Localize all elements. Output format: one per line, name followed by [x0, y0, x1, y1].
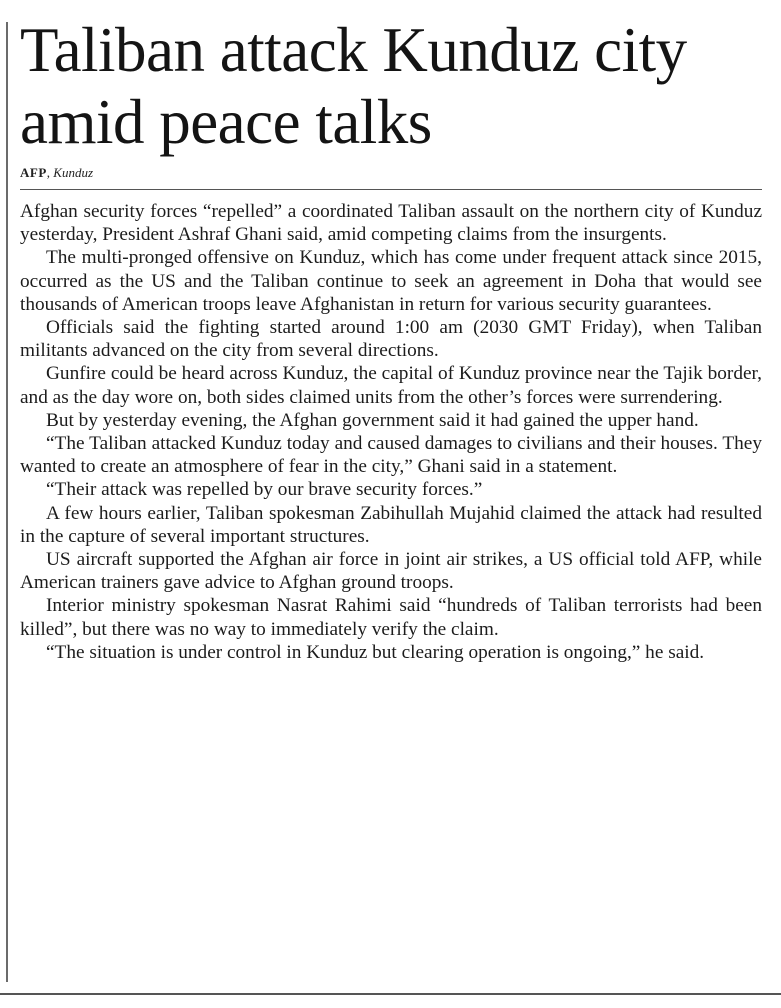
byline-separator: , — [46, 165, 51, 180]
byline-divider — [20, 189, 762, 190]
article-body — [20, 200, 762, 664]
article-paragraph: Interior ministry spokesman Nasrat Rahimi said “hundreds of Taliban terrorists had been killed”, but there was no way to immediately verify the claim. — [20, 595, 762, 640]
article-paragraph: The multi-pronged offensive on Kunduz, which has come under frequent attack since 2015, occurred as the US and the Taliban continue to seek an agreement in Doha that would see thousands of American troops leave Afghanistan in return for various security guarantees. — [20, 247, 762, 315]
article-paragraph: Gunfire could be heard across Kunduz, the capital of Kunduz province near the Tajik border, and as the day wore on, both sides claimed units from the other’s forces were surrendering. — [20, 363, 762, 408]
bottom-rule — [0, 993, 781, 995]
article-paragraph: “Their attack was repelled by our brave security forces.” — [46, 479, 483, 501]
article-paragraph: But by yesterday evening, the Afghan government said it had gained the upper hand. — [46, 409, 699, 431]
article-paragraph: “The situation is under control in Kunduz but clearing operation is ongoing,” he said. — [46, 641, 705, 663]
article-headline: Taliban attack Kunduz city amid peace talks — [20, 15, 687, 157]
article-paragraph: Afghan security forces “repelled” a coordinated Taliban assault on the northern city of Kunduz yesterday, President Ashraf Ghani said, amid competing claims from the insurgents. — [20, 201, 762, 246]
article-paragraph: US aircraft supported the Afghan air force in joint air strikes, a US official told AFP, while American trainers gave advice to Afghan ground troops. — [20, 549, 762, 594]
article-paragraph: A few hours earlier, Taliban spokesman Zabihullah Mujahid claimed the attack had resulted in the capture of several important structures. — [20, 502, 762, 547]
byline-location: Kunduz — [53, 165, 94, 180]
byline — [20, 164, 762, 182]
news-article — [20, 14, 762, 664]
article-paragraph: “The Taliban attacked Kunduz today and caused damages to civilians and their houses. They wanted to create an atmosphere of fear in the city,” Ghani said in a statement. — [20, 433, 762, 478]
left-column-rule — [6, 22, 8, 982]
byline-agency: AFP — [20, 165, 47, 180]
article-paragraph: Officials said the fighting started around 1:00 am (2030 GMT Friday), when Taliban militants advanced on the city from several directions. — [20, 317, 762, 362]
